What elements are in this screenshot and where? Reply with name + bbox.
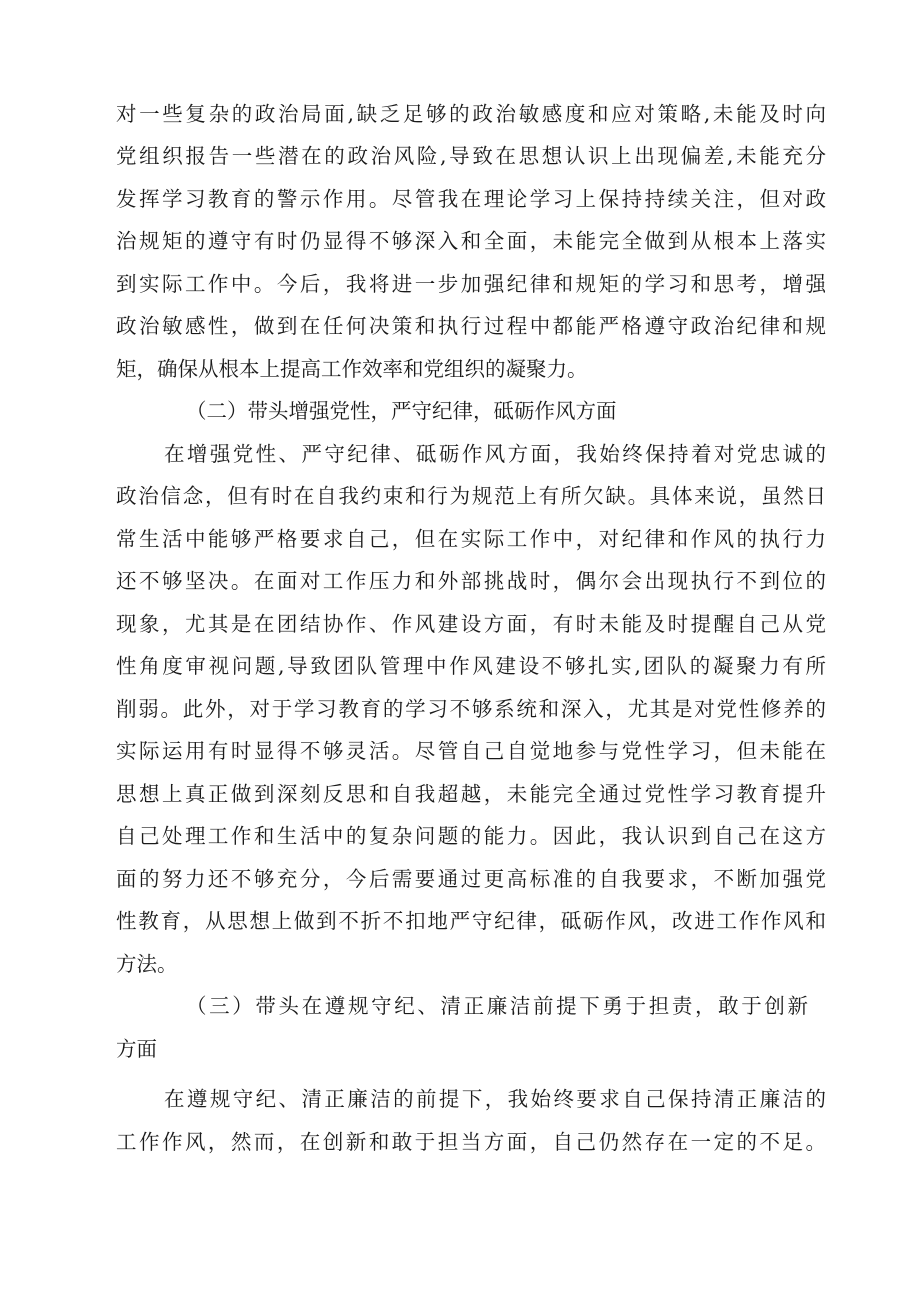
text-line: 政治敏感性，做到在任何决策和执行过程中都能严格遵守政治纪律和规 [116,314,826,338]
text-line: 在增强党性、严守纪律、砥砺作风方面，我始终保持着对党忠诚的 [164,442,826,466]
text-line: 还不够坚决。在面对工作压力和外部挑战时，偶尔会出现执行不到位的 [116,569,826,593]
text-line: 削弱。此外，对于学习教育的学习不够系统和深入，尤其是对党性修养的 [116,697,826,721]
text-line: 矩，确保从根本上提高工作效率和党组织的凝聚力。 [116,357,588,381]
section-heading-3-continuation: 方面 [116,1037,157,1061]
text-line: 自己处理工作和生活中的复杂问题的能力。因此，我认识到自己在这方 [116,824,826,848]
text-line: 工作作风，然而，在创新和敢于担当方面，自己仍然存在一定的不足。 [116,1130,826,1154]
text-line: 性教育，从思想上做到不折不扣地严守纪律，砥砺作风，改进工作作风和 [116,909,826,933]
text-line: 思想上真正做到深刻反思和自我超越，未能完全通过党性学习教育提升 [116,782,826,806]
text-line: 党组织报告一些潜在的政治风险,导致在思想认识上出现偏差,未能充分 [116,144,826,168]
text-line: 治规矩的遵守有时仍显得不够深入和全面，未能完全做到从根本上落实 [116,229,826,253]
text-line: 常生活中能够严格要求自己，但在实际工作中，对纪律和作风的执行力 [116,527,826,551]
text-line: 政治信念，但有时在自我约束和行为规范上有所欠缺。具体来说，虽然日 [116,484,826,508]
text-line: 到实际工作中。今后，我将进一步加强纪律和规矩的学习和思考，增强 [116,272,826,296]
text-line: 在遵规守纪、清正廉洁的前提下，我始终要求自己保持清正廉洁的 [164,1087,826,1111]
text-line: 发挥学习教育的警示作用。尽管我在理论学习上保持持续关注，但对政 [116,187,826,211]
text-line: 性角度审视问题,导致团队管理中作风建设不够扎实,团队的凝聚力有所 [116,654,826,678]
section-heading-3: （三）带头在遵规守纪、清正廉洁前提下勇于担责，敢于创新 [186,994,808,1018]
text-line: 对一些复杂的政治局面,缺乏足够的政治敏感度和应对策略,未能及时向 [116,102,826,126]
text-line: 面的努力还不够充分，今后需要通过更高标准的自我要求，不断加强党 [116,867,826,891]
section-heading-2: （二）带头增强党性，严守纪律，砥砺作风方面 [186,399,617,423]
text-line: 现象，尤其是在团结协作、作风建设方面，有时未能及时提醒自己从党 [116,612,826,636]
text-line: 实际运用有时显得不够灵活。尽管自己自觉地参与党性学习，但未能在 [116,739,826,763]
text-line: 方法。 [116,952,178,976]
